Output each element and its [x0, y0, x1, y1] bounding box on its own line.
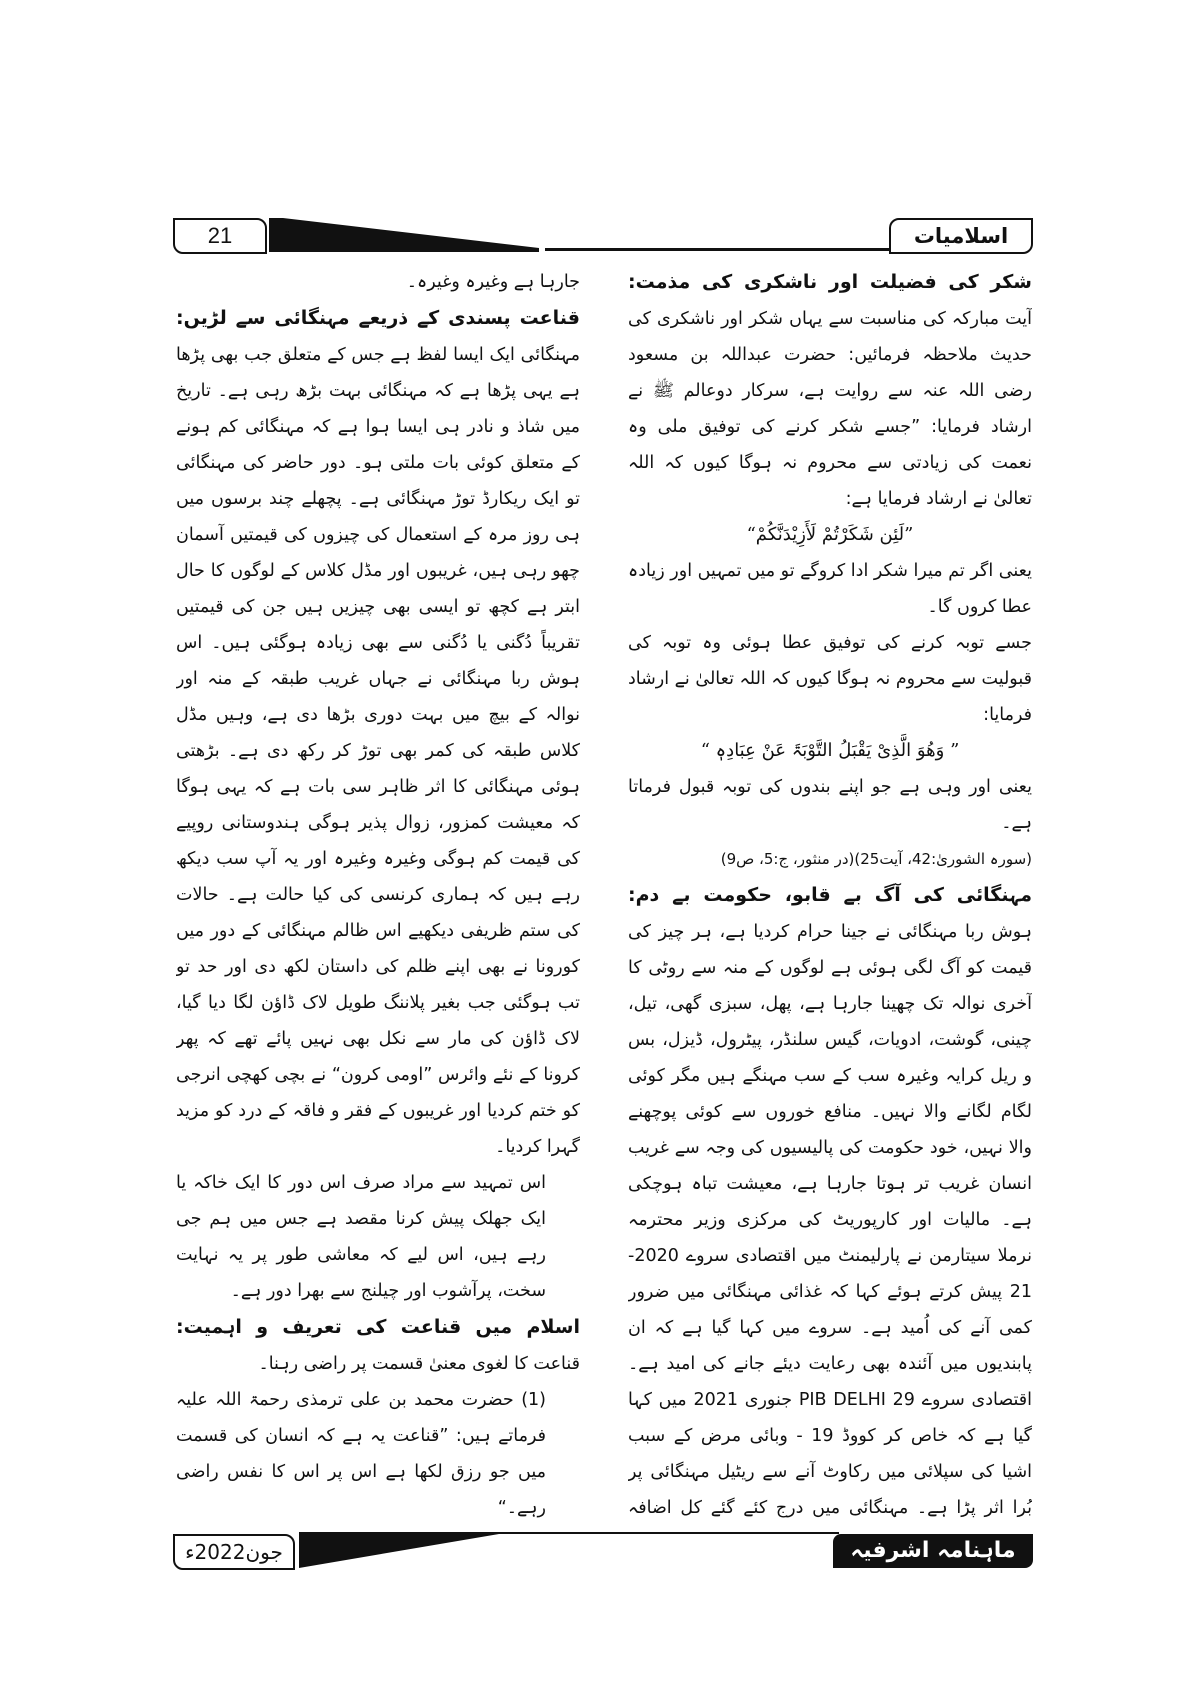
paragraph: یعنی اگر تم میرا شکر ادا کروگے تو میں تمہیں اور زیادہ عطا کروں گا۔ [628, 561, 1032, 617]
heading-inflation: مہنگائی کی آگ بے قابو، حکومت بے دم: [628, 884, 1032, 906]
paragraph: جارہا ہے وغیرہ وغیرہ۔ [406, 272, 580, 292]
magazine-name: ماہنامہ اشرفیہ [833, 1534, 1033, 1568]
header-rule [545, 218, 891, 252]
quran-verse: ” وَھُوَ الَّذِیْ یَقْبَلُ التَّوْبَۃَ عَنْ عِبَادِہٖ “ [700, 740, 960, 761]
heading-gratitude: شکر کی فضیلت اور ناشکری کی مذمت: [628, 271, 1032, 293]
issue-date: جون2022ء [173, 1534, 295, 1570]
paragraph: قناعت پسندی کے ذریعے مہنگائی سے لڑیں: مہنگائی ایک ایسا لفظ ہے جس کے متعلق جب بھی پڑھا ہے یہی پڑھا ہے کہ مہنگائی بہت بڑھ رہی ہے۔ تاریخ میں شاذ و نادر ہی ایسا ہوا ہے کہ مہنگائی کم ہونے کے متعلق کوئی بات ملتی ہو۔ دور حاضر کی مہنگائی تو ایک ریکارڈ توڑ مہنگائی ہے۔ پچھلے چند برسوں میں ہی روز مرہ کے استعمال کی چیزوں کی قیمتیں آسمان چھو رہی ہیں، غریبوں اور مڈل کلاس کے لوگوں کا حال ابتر ہے کچھ تو ایسی بھی چیزیں ہیں جن کی قیمتیں تقریباً دُگنی یا دُگنی سے بھی زیادہ ہوگئی ہیں۔ اس ہوش ربا مہنگائی نے جہاں غریب طبقہ کے منہ اور نوالہ کے بیچ میں بہت دوری بڑھا دی ہے، وہیں مڈل کلاس طبقہ کی کمر بھی توڑ کر رکھ دی ہے۔ بڑھتی ہوئی مہنگائی کا اثر ظاہر سی بات ہے کہ یہی ہوگا کہ معیشت کمزور، زوال پذیر ہوگی ہندوستانی روپیے کی قیمت کم ہوگی وغیرہ وغیرہ اور یہ آپ سب دیکھ رہے ہیں کہ ہماری کرنسی کی کیا حالت ہے۔ حالات کی ستم ظریفی دیکھیے اس ظالم مہنگائی کے دور میں کورونا نے بھی اپنے ظلم کی داستان لکھ دی اور حد تو تب ہوگئی جب بغیر پلاننگ طویل لاک ڈاؤن لگا دیا گیا، لاک ڈاؤن کی مار سے نکل بھی نہیں پائے تھے کہ پھر کرونا کے نئے وائرس ”اومی کرون“ نے بچی کھچی انرجی کو ختم کردیا اور غریبوں کے فقر و فاقہ کے درد کو مزید گہرا کردیا۔ [176, 307, 580, 1157]
left-column [176, 264, 580, 1526]
paragraph: مہنگائی کی آگ بے قابو، حکومت بے دم: ہوش ربا مہنگائی نے جینا حرام کردیا ہے، ہر چیز کی قیمت کو آگ لگی ہوئی ہے لوگوں کے منہ سے روٹی کا آخری نوالہ تک چھینا جارہا ہے، پھل، سبزی گھی، تیل، چینی، گوشت، ادویات، گیس سلنڈر، پیٹرول، ڈیزل، بس و ریل کرایہ وغیرہ سب کے سب مہنگے ہیں مگر کوئی لگام لگانے والا نہیں۔ منافع خوروں سے کوئی پوچھنے والا نہیں، خود حکومت کی پالیسیوں کی وجہ سے غریب انسان غریب تر ہوتا جارہا ہے، معیشت تباہ ہوچکی ہے۔ مالیات اور کارپوریٹ کی مرکزی وزیر محترمہ نرملا سیتارمن نے پارلیمنٹ میں اقتصادی سروے 2020-21 پیش کرتے ہوئے کہا کہ غذائی مہنگائی میں ضرور کمی آنے کی اُمید ہے۔ سروے میں کہا گیا ہے کہ ان پابندیوں میں آئندہ بھی رعایت دیئے جانے کی امید ہے۔ اقتصادی سروے PIB DELHI 29 جنوری 2021 میں کہا گیا ہے کہ خاص کر کووڈ 19 - وبائی مرض کے سبب اشیا کی سپلائی میں رکاوٹ آنے سے ریٹیل مہنگائی پر بُرا اثر پڑا ہے۔ مہنگائی میں درج کئے گئے کل اضافہ [628, 884, 1032, 1518]
paragraph: اس تمہید سے مراد صرف اس دور کا ایک خاکہ یا ایک جھلک پیش کرنا مقصد ہے جس میں ہم جی رہے ہیں، اس لیے کہ معاشی طور پر یہ نہایت سخت، پرآشوب اور چیلنج سے بھرا دور ہے۔ [176, 1173, 546, 1301]
section-title: اسلامیات [889, 218, 1033, 254]
quran-verse: ”لَئِن شَکَرْتُمْ لَأَزِیْدَنَّکُمْ“ [746, 524, 914, 545]
paragraph: جسے توبہ کرنے کی توفیق عطا ہوئی وہ توبہ کی قبولیت سے محروم نہ ہوگا کیوں کہ اللہ تعالیٰ نے ارشاد فرمایا: [628, 633, 1032, 725]
footer-wedge [299, 1534, 499, 1568]
paragraph: یعنی اور وہی ہے جو اپنے بندوں کی توبہ قبول فرماتا ہے۔ [628, 777, 1032, 833]
page-header [173, 218, 1033, 254]
heading-contentment: قناعت پسندی کے ذریعے مہنگائی سے لڑیں: [176, 307, 580, 329]
page-footer [173, 1532, 1033, 1572]
paragraph: اسلام میں قناعت کی تعریف و اہمیت: قناعت کا لغوی معنیٰ قسمت پر راضی رہنا۔ [176, 1316, 580, 1374]
right-column [628, 264, 1032, 1526]
paragraph: شکر کی فضیلت اور ناشکری کی مذمت: آیت مبارکہ کی مناسبت سے یہاں شکر اور ناشکری کی حدیث ملاحظہ فرمائیں: حضرت عبداللہ بن مسعود رضی اللہ عنہ سے روایت ہے، سرکار دوعالم ﷺ نے ارشاد فرمایا: ”جسے شکر کرنے کی توفیق ملی وہ نعمت کی زیادتی سے محروم نہ ہوگا کیوں کہ اللہ تعالیٰ نے ارشاد فرمایا ہے: [628, 271, 1032, 509]
page-number: 21 [173, 218, 267, 254]
heading-islam-contentment: اسلام میں قناعت کی تعریف و اہمیت: [176, 1316, 580, 1338]
header-left-wedge [269, 218, 539, 252]
reference: (سورہ الشوریٰ:42، آیت25)(در منثور، ج:5، ص9) [720, 850, 1032, 868]
paragraph: (1) حضرت محمد بن علی ترمذی رحمۃ اللہ علیہ فرماتے ہیں: ”قناعت یہ ہے کہ انسان کی قسمت میں جو رزق لکھا ہے اس پر اس کا نفس راضی رہے۔“ [176, 1390, 546, 1518]
